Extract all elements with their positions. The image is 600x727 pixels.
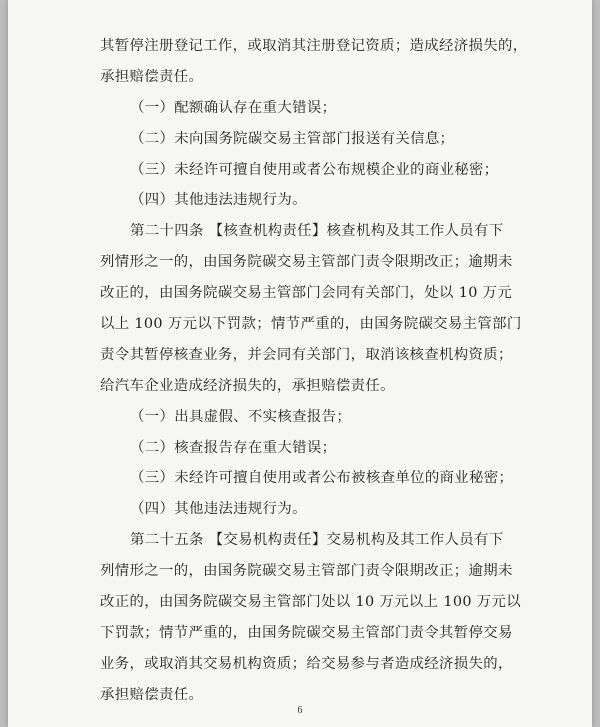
page-number: 6	[297, 705, 303, 716]
text-line: 改正的，由国务院碳交易主管部门会同有关部门，处以 10 万元	[100, 285, 513, 302]
text-line: 业务，或取消其交易机构资质；给交易参与者造成经济损失的，	[100, 655, 513, 672]
list-item: （二）核查报告存在重大错误；	[130, 439, 337, 456]
article-24-heading: 第二十四条 【核查机构责任】核查机构及其工作人员有下	[130, 223, 504, 240]
text-line: 承担赔偿责任。	[100, 68, 204, 85]
list-item: （四）其他违法违规行为。	[130, 501, 307, 518]
text-line: 给汽车企业造成经济损失的，承担赔偿责任。	[100, 377, 395, 394]
text-line: 责令其暂停核查业务，并会同有关部门，取消该核查机构资质；	[100, 346, 513, 363]
text-line: 列情形之一的，由国务院碳交易主管部门责令限期改正；逾期未	[100, 563, 513, 580]
article-25-heading: 第二十五条 【交易机构责任】交易机构及其工作人员有下	[130, 532, 504, 549]
text-line: 改正的，由国务院碳交易主管部门处以 10 万元以上 100 万元以	[100, 594, 522, 611]
text-line: 列情形之一的，由国务院碳交易主管部门责令限期改正；逾期未	[100, 254, 513, 271]
list-item: （四）其他违法违规行为。	[130, 192, 307, 209]
text-line: 以上 100 万元以下罚款；情节严重的，由国务院碳交易主管部门	[100, 316, 522, 333]
list-item: （一）出具虚假、不实核查报告；	[130, 408, 352, 425]
text-line: 其暂停注册登记工作，或取消其注册登记资质；造成经济损失的，	[100, 38, 528, 54]
list-item: （一）配额确认存在重大错误；	[130, 99, 337, 116]
text-line: 下罚款；情节严重的，由国务院碳交易主管部门责令其暂停交易	[100, 624, 513, 641]
document-page	[8, 0, 592, 727]
list-item: （三）未经许可擅自使用或者公布规模企业的商业秘密；	[130, 161, 499, 178]
list-item: （三）未经许可擅自使用或者公布被核查单位的商业秘密；	[130, 470, 514, 487]
text-line: 承担赔偿责任。	[100, 686, 204, 703]
list-item: （二）未向国务院碳交易主管部门报送有关信息；	[130, 130, 455, 147]
document-body	[100, 31, 528, 711]
